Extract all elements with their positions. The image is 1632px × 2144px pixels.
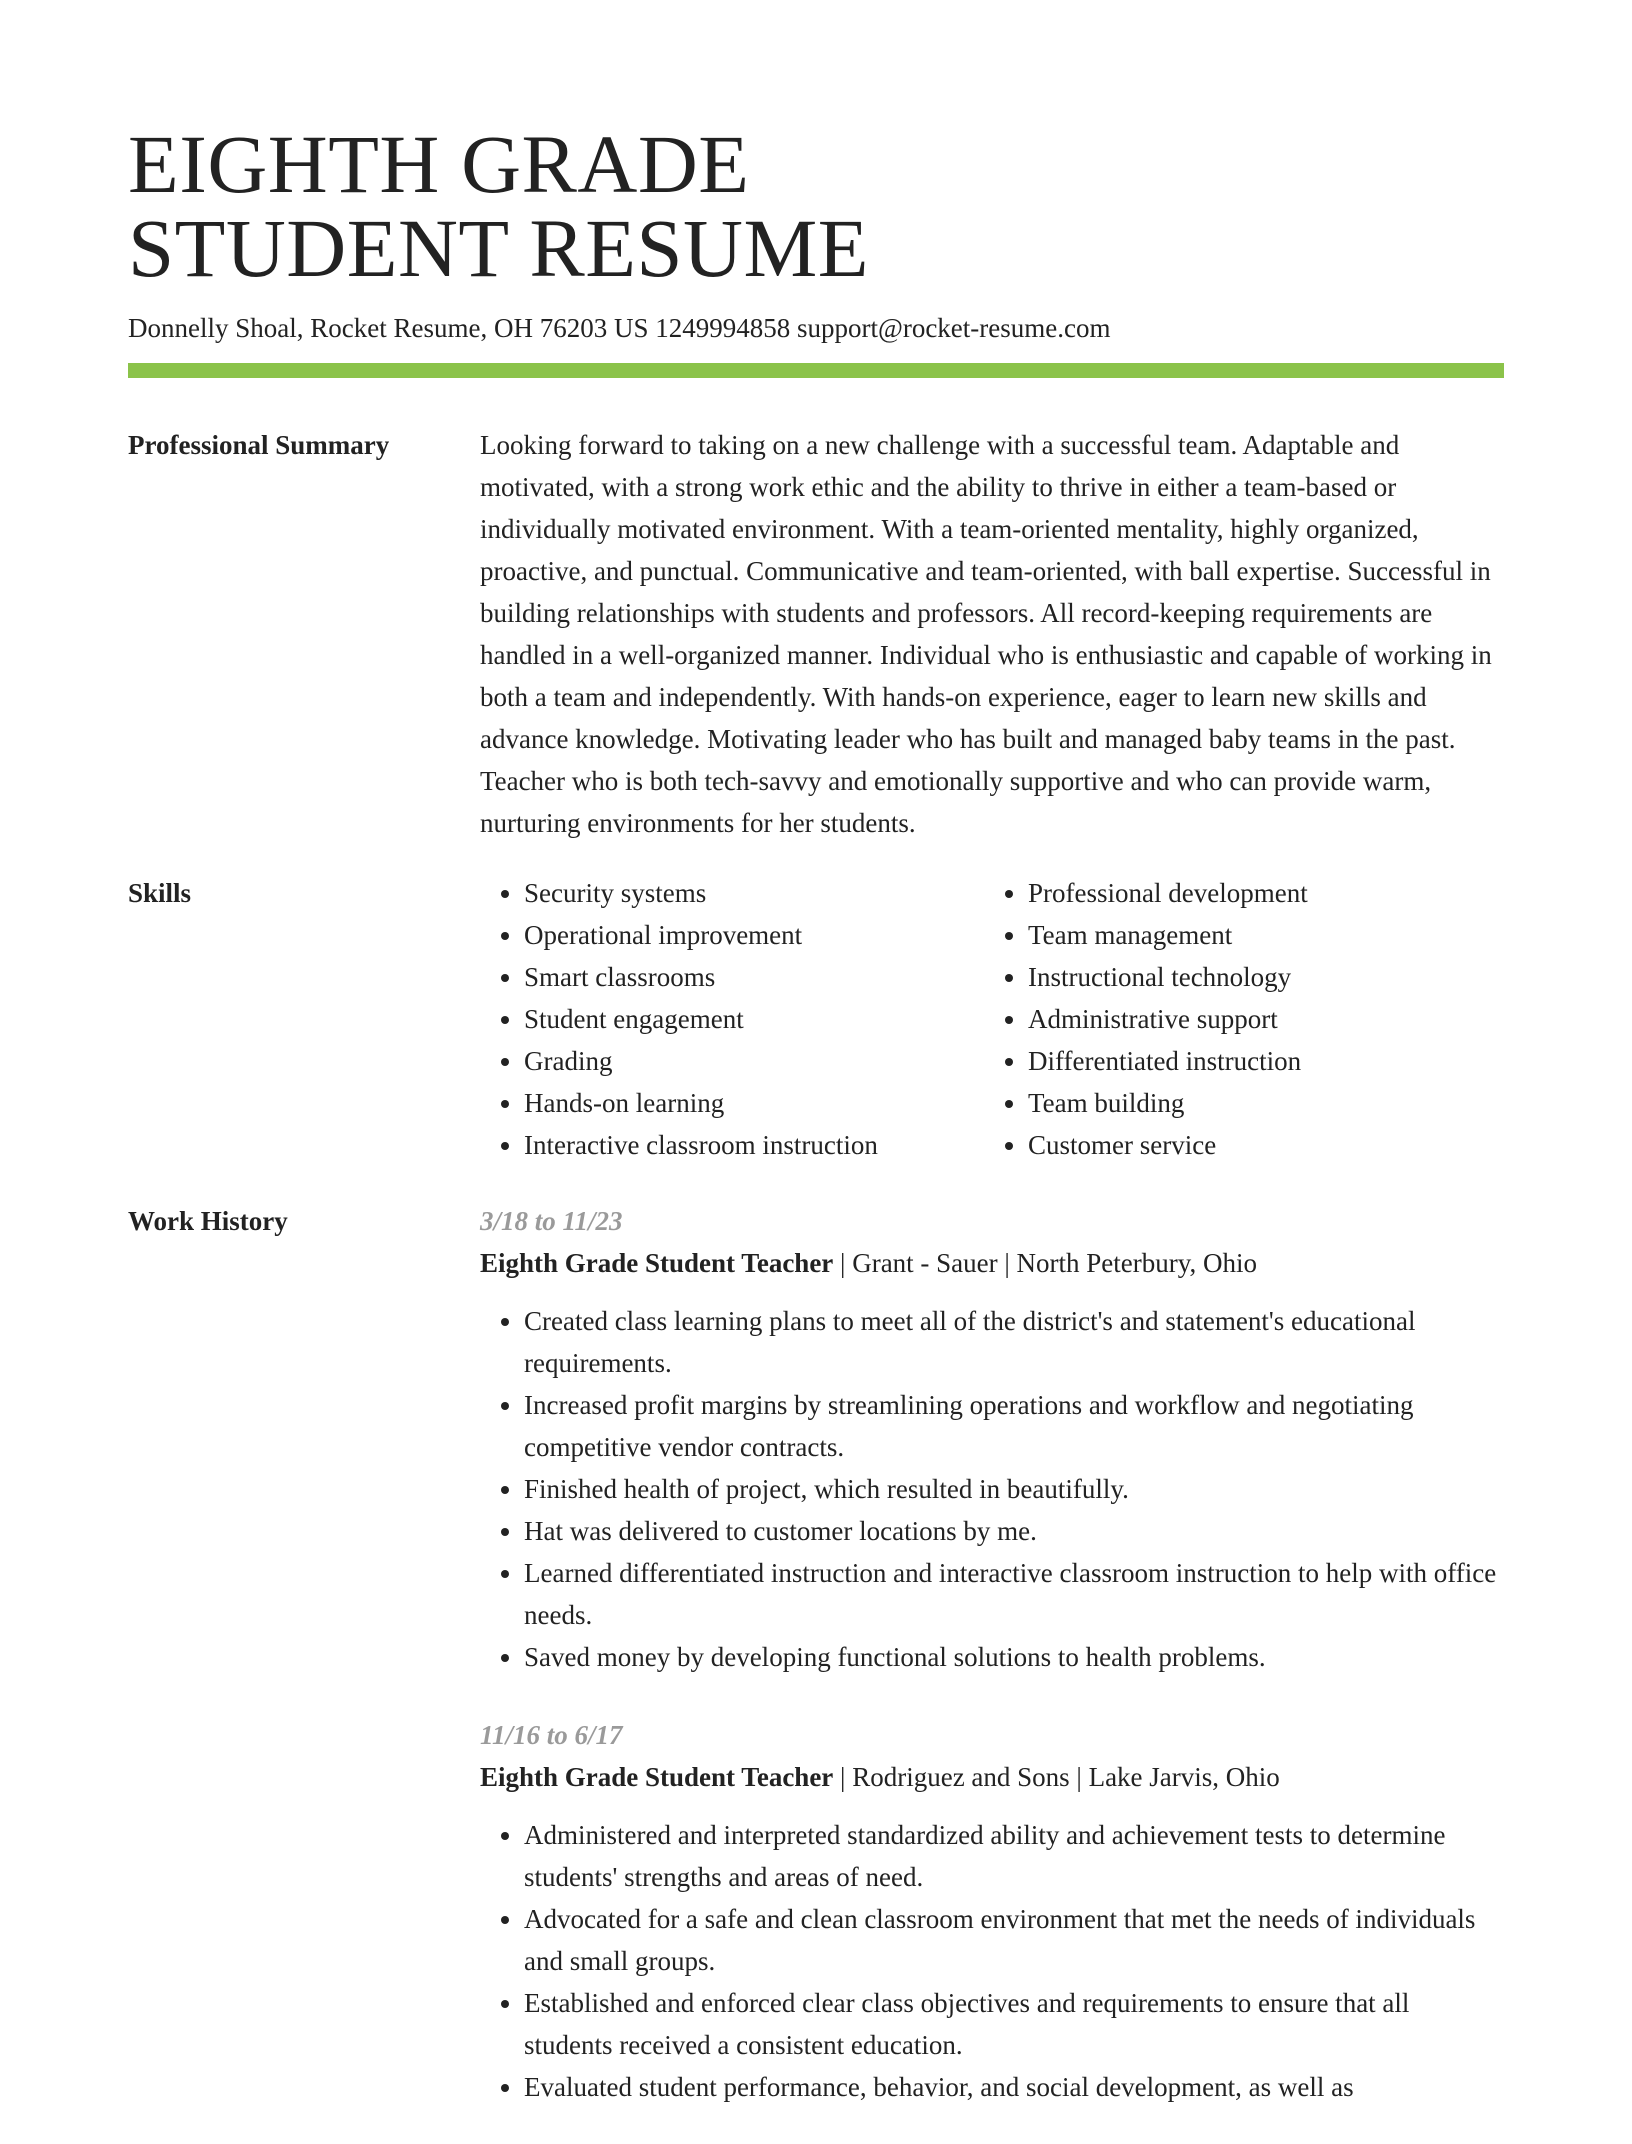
job-title: Eighth Grade Student Teacher [480, 1762, 834, 1792]
accent-divider [128, 363, 1504, 378]
job-bullet: • Learned differentiated instruction and interactive classroom instruction to help with office needs. [524, 1552, 1504, 1636]
title-line-2: STUDENT RESUME [128, 202, 869, 294]
summary-text: Looking forward to taking on a new challenge with a successful team. Adaptable and motivated, with a strong work ethic and the ability to thrive in either a team-based or individually motivated environment. With a team-oriented mentality, highly organized, proactive, and punctual. Communicative and team-oriented, with ball expertise. Successful in building relationships with students and professors. All record-keeping requirements are handled in a well-organized manner. Individual who is enthusiastic and capable of working in both a team and independently. With hands-on experience, eager to learn new skills and advance knowledge. Motivating leader who has built and managed baby teams in the past. Teacher who is both tech-savvy and emotionally supportive and who can provide warm, nurturing environments for her students. [480, 430, 1492, 838]
job-entry [480, 1714, 1504, 2108]
skill-item: • Smart classrooms [524, 956, 984, 998]
work-history-label: Work History [128, 1206, 288, 1236]
job-dates: 11/16 to 6/17 [480, 1720, 623, 1750]
job-bullet: • Finished health of project, which resulted in beautifully. [524, 1468, 1504, 1510]
skill-item: • Team management [1028, 914, 1488, 956]
job-bullets [480, 1300, 1504, 1678]
skill-item: • Hands-on learning [524, 1082, 984, 1124]
job-title: Eighth Grade Student Teacher [480, 1248, 834, 1278]
skill-item: • Team building [1028, 1082, 1488, 1124]
job-bullets [480, 1814, 1504, 2108]
work-history-section [128, 1200, 1504, 2144]
skill-item: • Grading [524, 1040, 984, 1082]
job-bullet: • Hat was delivered to customer locations by me. [524, 1510, 1504, 1552]
summary-section [128, 424, 1504, 844]
skill-item: • Operational improvement [524, 914, 984, 956]
contact-info: Donnelly Shoal, Rocket Resume, OH 76203 US 1249994858 support@rocket-resume.com [128, 313, 1111, 343]
job-details: | Grant - Sauer | North Peterbury, Ohio [833, 1248, 1258, 1278]
skill-item: • Professional development [1028, 872, 1488, 914]
job-bullet: • Established and enforced clear class objectives and requirements to ensure that all students received a consistent education. [524, 1982, 1504, 2066]
job-dates: 3/18 to 11/23 [480, 1206, 623, 1236]
skills-list-left [480, 872, 984, 1166]
job-header [480, 1242, 1504, 1284]
job-bullet: • Created class learning plans to meet all of the district's and statement's educational requirements. [524, 1300, 1504, 1384]
resume-page [128, 118, 1504, 2144]
job-header [480, 1756, 1504, 1798]
job-bullet: • Administered and interpreted standardized ability and achievement tests to determine students' strengths and areas of need. [524, 1814, 1504, 1898]
skill-item: • Administrative support [1028, 998, 1488, 1040]
skills-list-right [984, 872, 1488, 1166]
resume-title [128, 118, 1504, 294]
skill-item: • Security systems [524, 872, 984, 914]
skills-section [128, 872, 1504, 1166]
skill-item: • Student engagement [524, 998, 984, 1040]
job-bullet: • Advocated for a safe and clean classroom environment that met the needs of individuals and small groups. [524, 1898, 1504, 1982]
job-bullet: • Increased profit margins by streamlining operations and workflow and negotiating competitive vendor contracts. [524, 1384, 1504, 1468]
skills-label: Skills [128, 878, 192, 908]
title-line-1: EIGHTH GRADE [128, 118, 750, 210]
job-bullet: • Evaluated student performance, behavior, and social development, as well as [524, 2066, 1504, 2108]
skill-item: • Customer service [1028, 1124, 1488, 1166]
job-bullet: • Saved money by developing functional solutions to health problems. [524, 1636, 1504, 1678]
skill-item: • Interactive classroom instruction [524, 1124, 984, 1166]
skill-item: • Instructional technology [1028, 956, 1488, 998]
summary-label: Professional Summary [128, 430, 390, 460]
job-entry [480, 1200, 1504, 1678]
skill-item: • Differentiated instruction [1028, 1040, 1488, 1082]
job-details: | Rodriguez and Sons | Lake Jarvis, Ohio [833, 1762, 1280, 1792]
skills-columns [480, 872, 1504, 1166]
